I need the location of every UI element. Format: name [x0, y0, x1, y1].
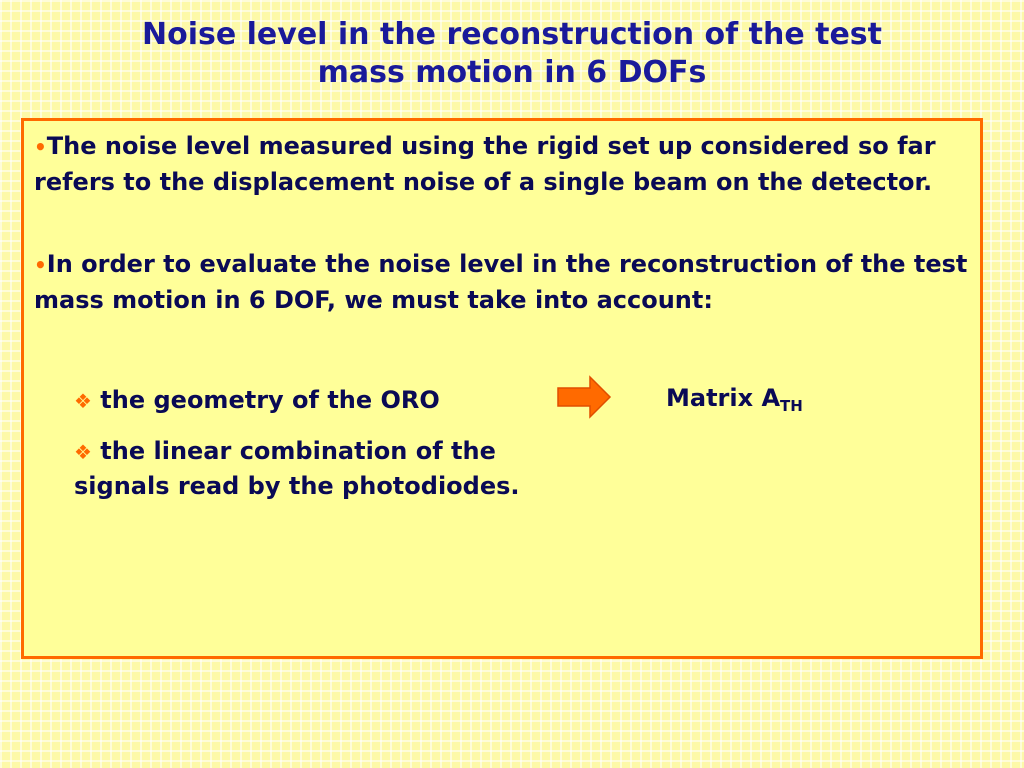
bullet-icon: •	[34, 135, 47, 159]
content-box	[21, 118, 983, 659]
bullet-icon: •	[34, 253, 47, 277]
matrix-label-text: Matrix A	[666, 384, 781, 412]
four-diamond-bullet-icon: ❖	[74, 440, 92, 464]
sub-bullet-2	[74, 434, 524, 503]
bullet-point-2	[34, 247, 969, 318]
sub-bullet-1	[74, 383, 524, 418]
right-arrow-icon	[556, 375, 612, 419]
slide-title	[40, 16, 984, 92]
sub-bullet-text-2: the linear combination of the signals read by the photodiodes.	[74, 437, 520, 500]
sub-bullet-text-1: the geometry of the ORO	[100, 386, 440, 414]
bullet-text-2: In order to evaluate the noise level in the reconstruction of the test mass motion in 6 DOF, we must take into account:	[34, 250, 968, 314]
bullet-point-1	[34, 129, 969, 200]
slide-title-line2: mass motion in 6 DOFs	[317, 55, 707, 90]
matrix-subscript: TH	[780, 397, 803, 415]
bullet-text-1: The noise level measured using the rigid set up considered so far refers to the displacement noise of a single beam on the detector.	[34, 132, 936, 196]
four-diamond-bullet-icon: ❖	[74, 389, 92, 413]
matrix-label	[666, 381, 803, 423]
slide-title-line1: Noise level in the reconstruction of the test	[141, 17, 883, 52]
